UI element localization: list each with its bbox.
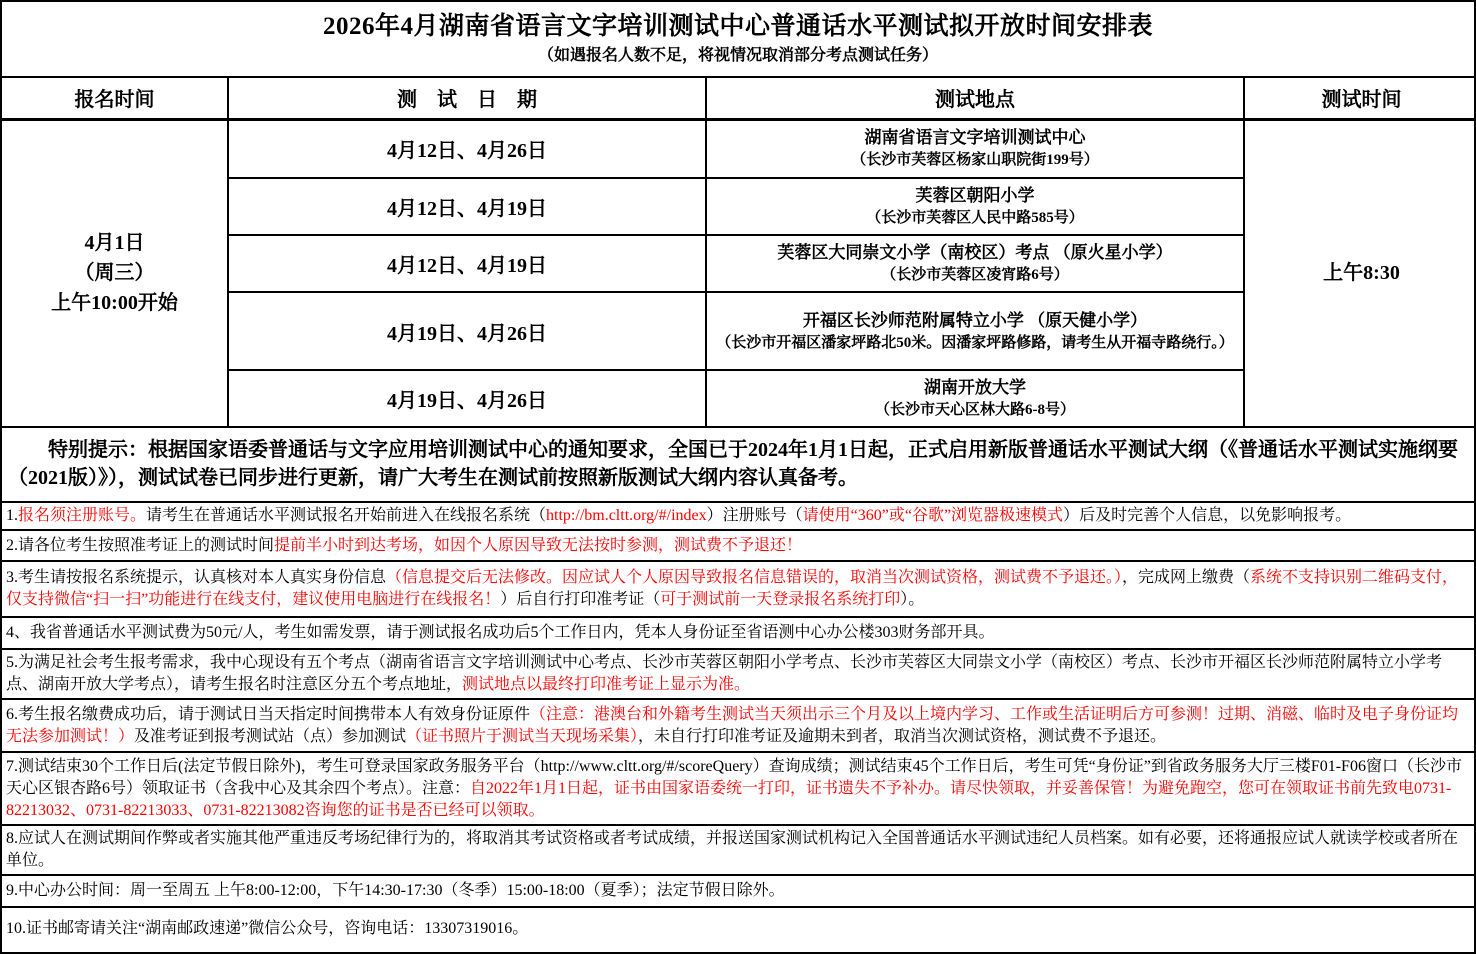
note-segment: ）后及时完善个人信息，以免影响报考。 [1063, 507, 1352, 524]
note-segment: 6.考生报名缴费成功后，请于测试日当天指定时间携带本人有效身份证原件 [6, 705, 531, 723]
note-item-7 [2, 751, 1474, 824]
note-item-1 [2, 503, 1474, 529]
location-cell [706, 178, 1244, 235]
location-cell [706, 235, 1244, 292]
registration-start-time: 上午10:00开始 [51, 292, 178, 315]
note-segment: 4、我省普通话水平测试费为50元/人，考生如需发票，请于测试报名成功后5个工作日内，凭本人身份证至省语测中心办公楼303财务部开具。 [6, 624, 995, 641]
note-item-6 [2, 698, 1474, 751]
header-test-location: 测试地点 [706, 78, 1244, 119]
note-item-4 [2, 616, 1474, 648]
location-address: （长沙市芙蓉区杨家山职院街199号） [851, 152, 1099, 169]
header-test-date: 测 试 日 期 [228, 78, 706, 119]
note-segment: （注意：港澳台和外籍考生测试当天须出示三个月及以上境内学习、工作或生活证明后方可参测！过期、消磁、临时及电子身份证均无法参加测试！） [6, 705, 1459, 745]
location-address: （长沙市芙蓉区凌宵路6号） [881, 267, 1069, 283]
note-segment: （信息提交后无法修改。因应试人个人原因导致报名信息错误的，取消当次测试资格，测试费不予退还。） [386, 569, 1123, 586]
note-text [2, 620, 1474, 646]
note-segment: 报名须注册账号。 [18, 507, 147, 524]
note-segment: ）后自行打印准考证（ [500, 591, 661, 608]
note-item-2 [2, 529, 1474, 560]
schedule-table [2, 78, 1476, 428]
location-name: 芙蓉区大同崇文小学（南校区）考点 （原火星小学） [777, 243, 1173, 262]
table-header-row [2, 78, 1476, 119]
test-date-cell: 4月12日、4月19日 [228, 178, 706, 235]
registration-weekday: （周三） [74, 262, 155, 285]
page-subtitle: （如遇报名人数不足，将视情况取消部分考点测试任务） [537, 47, 938, 64]
note-segment: 9.中心办公时间：周一至周五 上午8:00-12:00，下午14:30-17:30（冬季）15:00-18:00（夏季）；法定节假日除外。 [6, 882, 785, 899]
note-segment: ）。 [900, 591, 925, 608]
note-text [2, 878, 1474, 904]
test-date-cell: 4月12日、4月19日 [228, 235, 706, 292]
location-name: 开福区长沙师范附属特立小学 （原天健小学） [802, 310, 1148, 330]
note-segment: http://bm.cltt.org/#/index [546, 507, 707, 524]
location-name: 芙蓉区朝阳小学 [915, 186, 1035, 205]
note-segment: 可于测试前一天登录报名系统打印 [660, 591, 901, 608]
location-cell [706, 119, 1244, 178]
note-segment: 7.测试结束30个工作日后(法定节假日除外)，考生可登录国家政务服务平台（http://www.cltt.org/#/scoreQuery）查询成绩；测试结束45个工作日后，考生可凭“身份证”到省政务服务大厅三楼F01-F06窗口（长沙市天心区银杏路6号）领取证书（含我中心及其余四个考点）。注意： [6, 757, 1462, 797]
location-name: 湖南开放大学 [924, 378, 1026, 397]
note-segment: 自2022年1月1日起，证书由国家语委统一打印，证书遗失不予补办。请尽快领取，并妥善保管！为避免跑空，您可在领取证书前先致电0731-82213032、0731-82213033、0731-82213082咨询您的证书是否已经可以领取。 [6, 779, 1452, 819]
note-text [2, 754, 1474, 824]
location-address: （长沙市芙蓉区人民中路585号） [866, 210, 1084, 226]
note-segment: 3.考生请按报名系统提示，认真核对本人真实身份信息 [6, 569, 387, 586]
note-text [2, 702, 1474, 750]
note-segment: ）注册账号（ [706, 507, 803, 524]
registration-time-cell [2, 119, 228, 427]
note-segment: ，完成网上缴费（ [1122, 569, 1251, 586]
note-segment: ，未自行打印准考证及逾期未到者，取消当次测试资格，测试费不予退还。 [638, 727, 1167, 745]
test-time-cell: 上午8:30 [1244, 119, 1476, 427]
note-text [2, 826, 1474, 874]
note-segment: 10.证书邮寄请关注“湖南邮政速递”微信公众号，咨询电话：13307319016。 [6, 920, 529, 937]
note-segment: 8.应试人在测试期间作弊或者实施其他严重违反考场纪律行为的，将取消其考试资格或者考试成绩，并报送国家测试机构记入全国普通话水平测试违纪人员档案。如有必要，还将通报应试人就读学校或者所在单位。 [6, 830, 1459, 869]
note-segment: （证书照片于测试当天现场采集） [406, 727, 639, 745]
note-text [2, 503, 1474, 529]
location-name: 湖南省语言文字培训测试中心 [864, 128, 1086, 148]
test-date-cell: 4月12日、4月26日 [228, 119, 706, 178]
note-segment: 及准考证到报考测试站（点）参加测试 [134, 727, 407, 745]
header-registration-time: 报名时间 [2, 78, 228, 119]
registration-date: 4月1日 [84, 232, 145, 255]
note-item-10 [2, 906, 1474, 950]
note-item-3 [2, 560, 1474, 616]
special-notice: 特别提示：根据国家语委普通话与文字应用培训测试中心的通知要求，全国已于2024年1月1日起，正式启用新版普通话水平测试大纲（《普通话水平测试实施纲要（2021版）》），测试试卷已同步进行更新，请广大考生在测试前按照新版测试大纲内容认真备考。 [2, 428, 1474, 503]
note-text [2, 533, 1474, 559]
note-segment: 5.为满足社会考生报考需求，我中心现设有五个考点（湖南省语言文字培训测试中心考点、长沙市芙蓉区朝阳小学考点、长沙市芙蓉区大同崇文小学（南校区）考点、长沙市开福区长沙师范附属特立小学考点、湖南开放大学考点），请考生报名时注意区分五个考点地址， [6, 654, 1443, 693]
note-item-5 [2, 648, 1474, 698]
location-cell [706, 370, 1244, 427]
location-address: （长沙市天心区林大路6-8号） [875, 402, 1075, 418]
note-segment: 测试地点以最终打印准考证上显示为准。 [462, 676, 751, 693]
header-test-time: 测试时间 [1244, 78, 1476, 119]
note-segment: 系统不支持识别二维码支付，仅支持微信“扫一扫”功能进行在线支付，建议使用电脑进行在线报名！ [6, 569, 1459, 608]
test-date-cell: 4月19日、4月26日 [228, 292, 706, 370]
location-address: （长沙市开福区潘家坪路北50米。因潘家坪路修路，请考生从开福寺路绕行。） [716, 334, 1234, 351]
note-item-8 [2, 824, 1474, 874]
note-item-9 [2, 874, 1474, 906]
location-cell [706, 292, 1244, 370]
table-row [2, 119, 1476, 178]
notes-list [2, 503, 1474, 950]
note-segment: 请考生在普通话水平测试报名开始前进入在线报名系统（ [146, 507, 547, 524]
test-date-cell: 4月19日、4月26日 [228, 370, 706, 427]
note-text [2, 916, 1474, 942]
note-segment: 1. [6, 507, 18, 524]
title-block [2, 2, 1474, 78]
note-text [2, 565, 1474, 613]
page-title: 2026年4月湖南省语言文字培训测试中心普通话水平测试拟开放时间安排表 [322, 13, 1153, 40]
note-text [2, 650, 1474, 698]
note-segment: 提前半小时到达考场，如因个人原因导致无法按时参测，测试费不予退还！ [274, 536, 803, 554]
note-segment: 2.请各位考生按照准考证上的测试时间 [6, 536, 275, 554]
note-segment: 请使用“360”或“谷歌”浏览器极速模式 [802, 507, 1064, 524]
